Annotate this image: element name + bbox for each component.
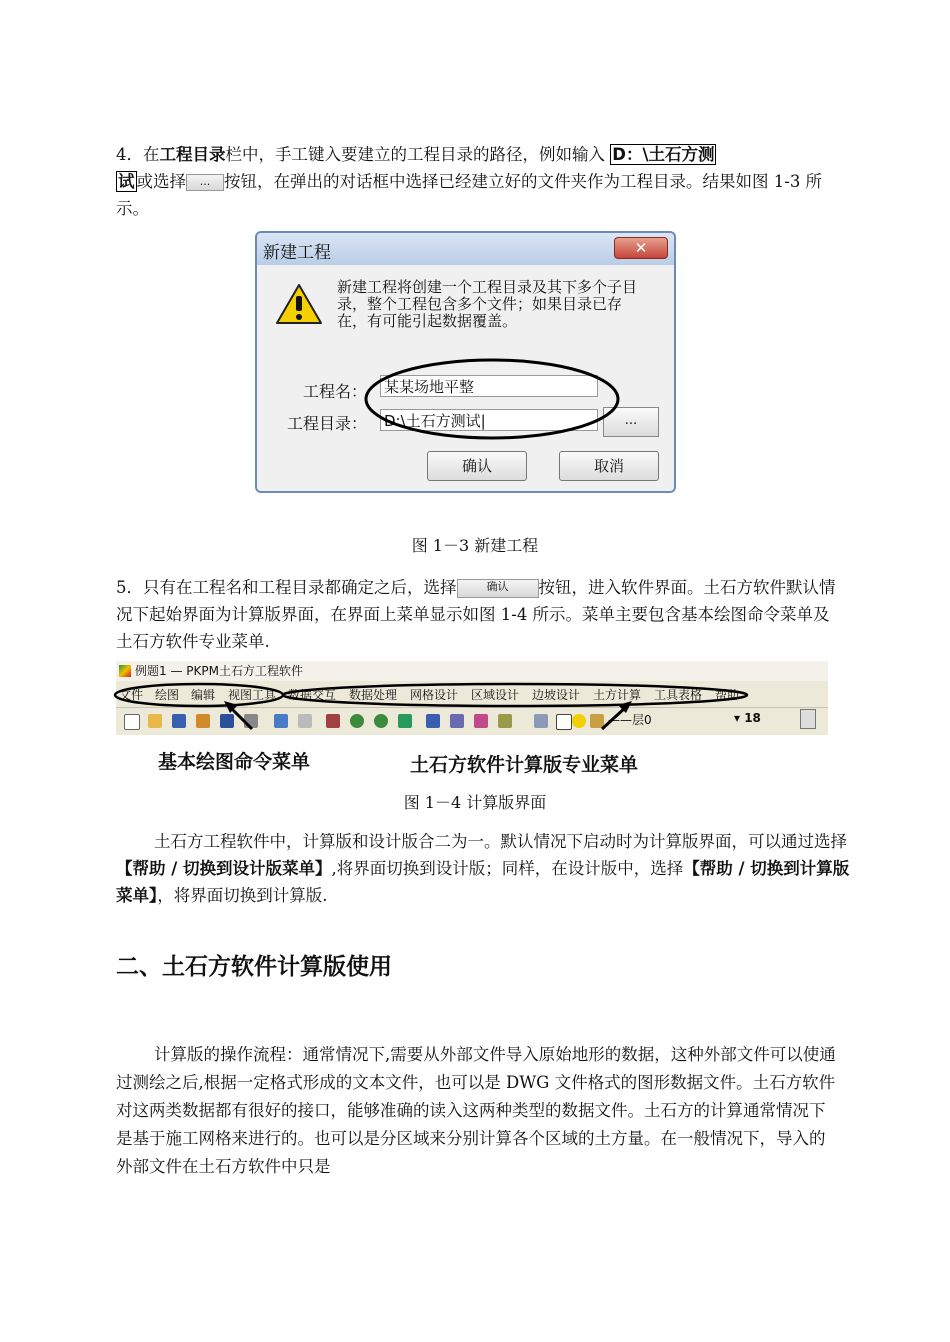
cancel-button[interactable]: 取消 [559, 451, 659, 481]
annotation-basic-menu: 基本绘图命令菜单 [158, 751, 311, 773]
menu-item[interactable]: 绘图 [155, 688, 180, 702]
menu-item[interactable]: 帮助 [715, 688, 740, 702]
browse-button[interactable]: ... [603, 407, 659, 437]
step4-number: 4．在 [116, 145, 160, 164]
figure-1-4-caption: 图 1－4 计算版界面 [403, 793, 547, 812]
step4-text-1: 栏中，手工键入要建立的工程目录的路径，例如输入 [225, 145, 611, 164]
path-example-2: 试 [118, 172, 135, 191]
menu-item[interactable]: 工具表格 [654, 688, 703, 702]
step4-bold-term: 工程目录 [159, 145, 226, 164]
switch-text-3: ，将界面切换到计算版. [157, 886, 328, 905]
switch-bold-1: 【帮助 / 切换到设计版菜单】 [116, 859, 332, 878]
menu-item[interactable]: 数据处理 [349, 688, 398, 702]
menu-item[interactable]: 文件 [119, 688, 144, 702]
menu-item[interactable]: 区域设计 [471, 688, 520, 702]
menu-item[interactable]: 数据交互 [288, 688, 337, 702]
software-titlebar [116, 661, 828, 681]
menu-item[interactable]: 土方计算 [593, 688, 642, 702]
switch-text-2: ,将界面切换到设计版；同样，在设计版中，选择 [331, 859, 684, 878]
step5-text-2: 按钮，进入软件界面。土石方软件默认情况下起始界面为计算版界面，在界面上菜单显示如图 1-4 所示。菜单主要包含基本绘图命令菜单及土石方软件专业菜单. [116, 578, 836, 651]
spin-control[interactable] [800, 709, 816, 729]
dialog-message: 新建工程将创建一个工程目录及其下多个子目录，整个工程包含多个文件；如果目录已存在，有可能引起数据覆盖。 [337, 278, 638, 330]
layer-selector[interactable]: ——层0 [608, 713, 652, 727]
step4-paragraph [116, 141, 836, 222]
project-dir-field[interactable]: D:\土石方测试| [380, 409, 598, 431]
step5-text-1: 5．只有在工程名和工程目录都确定之后，选择 [116, 578, 457, 597]
menu-item[interactable]: 网格设计 [410, 688, 459, 702]
project-name-field[interactable]: 某某场地平整 [380, 375, 598, 397]
step5-paragraph [116, 574, 836, 655]
close-button[interactable]: ✕ [614, 237, 668, 259]
software-title: 例题1 — PKPM土石方工程软件 [135, 664, 303, 678]
menu-item[interactable]: 边坡设计 [532, 688, 581, 702]
switch-text-1: 土石方工程软件中，计算版和设计版合二为一。默认情况下启动时为计算版界面，可以通过选择 [154, 832, 847, 851]
figure-1-3-caption: 图 1－3 新建工程 [411, 536, 539, 555]
menu-annotation-overlay [112, 681, 752, 731]
dialog-title: 新建工程 [263, 243, 331, 263]
size-selector[interactable]: ▾ 18 [734, 711, 761, 725]
browse-button-image: ... [186, 174, 224, 191]
ok-button[interactable]: 确认 [427, 451, 527, 481]
menu-item[interactable]: 编辑 [191, 688, 216, 702]
section-heading: 二、土石方软件计算版使用 [116, 954, 392, 980]
highlight-oval [363, 357, 621, 441]
step4-text-2: 或选择 [136, 172, 186, 191]
ok-button-image: 确认 [457, 579, 539, 598]
app-logo-icon [119, 665, 131, 677]
project-dir-label: 工程目录： [287, 414, 368, 433]
menu-item[interactable]: 视图工具 [228, 688, 277, 702]
dialog-titlebar [257, 233, 674, 265]
annotation-pro-menu: 土石方软件计算版专业菜单 [410, 754, 639, 776]
step4-text-3: 按钮，在弹出的对话框中选择已经建立好的文件夹作为工程目录。结果如图 1-3 所示。 [116, 172, 823, 218]
path-example-1: D：\土石方测 [612, 145, 715, 164]
switch-bold-2: 【帮助 / 切换到计算版菜单】 [116, 859, 850, 905]
flow-paragraph: 计算版的操作流程：通常情况下,需要从外部文件导入原始地形的数据，这种外部文件可以使通过测绘之后,根据一定格式形成的文本文件，也可以是 DWG 文件格式的图形数据文件。土石方软件对这两类数据都有很好的接口，能够准确的读入这两种类型的数据文件。土石方的计算通常情况下是基于施工网格来进行的。也可以是分区域来分别计算各个区域的土方量。在一般情况下，导入的外部文件在土石方软件中只是 [116, 1045, 836, 1176]
switch-paragraph [116, 828, 852, 909]
project-name-label: 工程名： [303, 382, 368, 401]
warning-icon [275, 283, 323, 325]
